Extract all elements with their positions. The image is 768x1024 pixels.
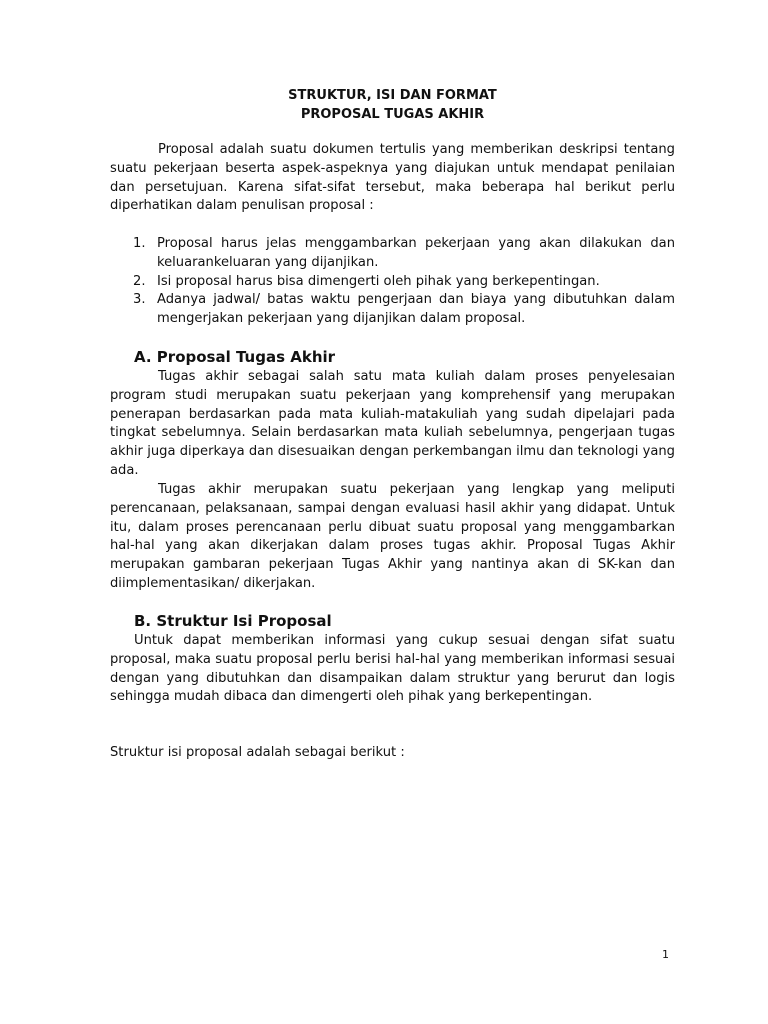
list-item bbox=[110, 273, 675, 292]
document-title-line-1: STRUKTUR, ISI DAN FORMAT bbox=[288, 88, 497, 103]
list-item-text: Isi proposal harus bisa dimengerti oleh pihak yang berkepentingan. bbox=[157, 273, 600, 289]
page-number: 1 bbox=[662, 948, 669, 961]
list-item bbox=[110, 235, 675, 273]
section-a-heading: A. Proposal Tugas Akhir bbox=[134, 348, 336, 366]
intro-paragraph: Proposal adalah suatu dokumen tertulis yang memberikan deskripsi tentang suatu pekerjaan beserta aspek-aspeknya yang diajukan untuk mendapat penilaian dan persetujuan. Karena sifat-sifat tersebut, maka beberapa hal berikut perlu diperhatikan dalam penulisan proposal : bbox=[110, 142, 675, 214]
section-b-heading: B. Struktur Isi Proposal bbox=[134, 612, 332, 630]
section-b-paragraph-1: Untuk dapat memberikan informasi yang cukup sesuai dengan sifat suatu proposal, maka suatu proposal perlu berisi hal-hal yang memberikan informasi sesuai dengan yang dibutuhkan dan disampaikan dalam struktur yang berurut dan logis sehingga mudah dibaca dan dimengerti oleh pihak yang berkepentingan. bbox=[110, 633, 675, 705]
list-item bbox=[110, 291, 675, 329]
section-a-paragraph-2: Tugas akhir merupakan suatu pekerjaan yang lengkap yang meliputi perencanaan, pelaksanaan, sampai dengan evaluasi hasil akhir yang didapat. Untuk itu, dalam proses perencanaan perlu dibuat suatu proposal yang menggambarkan hal-hal yang akan dikerjakan dalam proses tugas akhir. Proposal Tugas Akhir merupakan gambaran pekerjaan Tugas Akhir yang nantinya akan di SK-kan dan diimplementasikan/ dikerjakan. bbox=[110, 482, 675, 591]
list-item-number: 3. bbox=[133, 292, 146, 308]
list-item-text: Proposal harus jelas menggambarkan pekerjaan yang akan dilakukan dan keluarankeluaran yang dijanjikan. bbox=[157, 236, 675, 270]
section-a-paragraph-1: Tugas akhir sebagai salah satu mata kuliah dalam proses penyelesaian program studi merupakan suatu pekerjaan yang komprehensif yang merupakan penerapan berdasarkan pada mata kuliah-matakuliah yang sudah dipelajari pada tingkat sebelumnya. Selain berdasarkan mata kuliah sebelumnya, pengerjaan tugas akhir juga diperkaya dan disesuaikan dengan perkembangan ilmu dan teknologi yang ada. bbox=[110, 369, 675, 478]
document-title-line-2: PROPOSAL TUGAS AKHIR bbox=[300, 107, 485, 122]
list-item-number: 1. bbox=[133, 236, 146, 251]
list-item-text: Adanya jadwal/ batas waktu pengerjaan dan biaya yang dibutuhkan dalam mengerjakan pekerjaan yang dijanjikan dalam proposal. bbox=[157, 292, 675, 327]
section-b-paragraph-2: Struktur isi proposal adalah sebagai berikut : bbox=[110, 745, 405, 760]
list-item-number: 2. bbox=[133, 273, 146, 289]
requirements-list bbox=[110, 235, 675, 329]
